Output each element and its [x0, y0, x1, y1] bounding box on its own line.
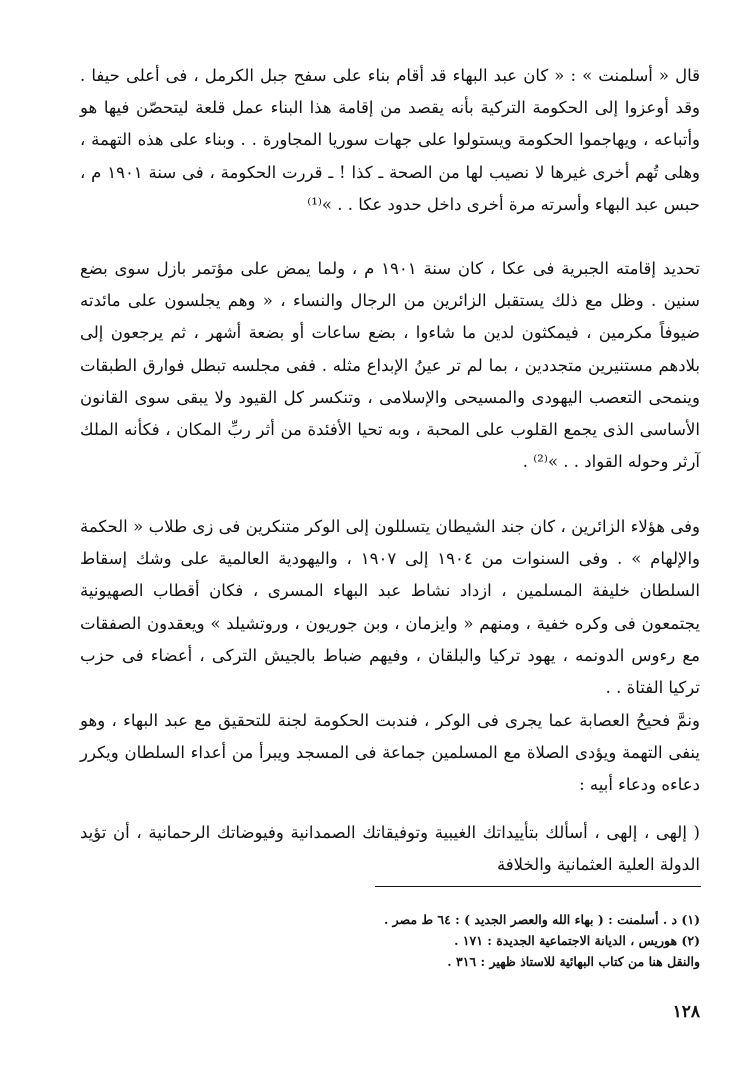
paragraph-text: قال « أسلمنت » : « كان عبد البهاء قد أقام بناء على سفح جبل الكرمل ، فى أعلى حيفا . وقد أوعزوا إلى الحكومة التركية بأنه يقصد من إقامة هذا البناء عمل قلعة ليتحصّن فيها هو وأتباعه ، ويهاجموا الحكومة ويستولوا على جهات سوريا المجاورة . . وبناء على هذه التهمة ، وهلى تُهم أخرى غيرها لا نصيب لها من الصحة ـ كذا ! ـ قررت الحكومة ، فى سنة ١٩٠١ م ، حبس عبد البهاء وأسرته مرة أخرى داخل حدود عكا . . »⁽¹⁾	[80, 66, 701, 214]
paragraph-text: ونمَّ فحيحُ العصابة عما يجرى فى الوكر ، فندبت الحكومة لجنة للتحقيق مع عبد البهاء ، وهو ينفى التهمة ويؤدى الصلاة مع المسلمين جماعة فى المسجد ويبرأ من أعداء السلطان ويكرر دعاءه ودعاء أبيه :	[80, 711, 700, 795]
paragraph-investigation	[80, 705, 700, 802]
footnote-divider	[375, 886, 701, 887]
footnote-2: (٢) هوريس ، الديانة الاجتماعية الجديدة : ١٧١ .	[454, 933, 700, 948]
paragraph-esslemont-quote	[80, 60, 700, 221]
footnote-3: والنقل هنا من كتاب البهائية للاستاذ ظهير : ٣١٦ .	[447, 954, 700, 969]
paragraph-visitors	[80, 511, 700, 704]
paragraph-prayer	[80, 817, 700, 881]
footnote-1: (١) د . أسلمنت : ( بهاء الله والعصر الجديد ) : ٦٤ ط مصر .	[383, 912, 700, 927]
paragraph-text: ( إلهى ، إلهى ، أسألك بتأييداتك الغيبية وتوفيقاتك الصمدانية وفيوضاتك الرحمانية ، أن تؤيد الدولة العلية العثمانية والخلافة	[80, 823, 700, 875]
paragraph-text: وفى هؤلاء الزائرين ، كان جند الشيطان يتسللون إلى الوكر متنكرين فى زى طلاب « الحكمة والإلهام » . وفى السنوات من ١٩٠٤ إلى ١٩٠٧ ، واليهودية العالمية على وشك إسقاط السلطان خليفة المسلمين ، ازداد نشاط عبد البهاء المسرى ، فكان أقطاب الصهيونية يجتمعون فى وكره خفية ، ومنهم « وايزمان ، وبن جوريون ، وروتشيلد » ويعقدون الصفقات مع رءوس الدونمه ، يهود تركيا والبلقان ، وفيهم ضباط بالجيش التركى ، أعضاء فى حزب تركيا الفتاة . .	[80, 517, 700, 698]
page-number: ١٢٨	[672, 1002, 700, 1022]
paragraph-text: تحديد إقامته الجبرية فى عكا ، كان سنة ١٩٠١ م ، ولما يمض على مؤتمر بازل سوى بضع سنين . وظل مع ذلك يستقبل الزائرين من الرجال والنساء ، « وهم يجلسون على مائدته ضيوفاً مكرمين ، فيمكثون لدين ما شاءوا ، بضع ساعات أو بضعة أشهر ، ثم يرجعون إلى بلادهم مستنيرين متجددين ، بما لم تر عينُ الإبداع مثله . ففى مجلسه تبطل فوارق الطبقات وينمحى التعصب اليهودى والمسيحى والإسلامى ، وتنكسر كل القيود ولا يبقى سوى القانون الأساسى الذى يجمع القلوب على المحبة ، وبه تحيا الأفئدة من أثر ربِّ المكان ، فكأنه الملك آرثر وحوله القواد . . »⁽²⁾ .	[80, 259, 701, 472]
footnotes	[220, 909, 700, 972]
paragraph-akka-residence	[80, 253, 700, 478]
